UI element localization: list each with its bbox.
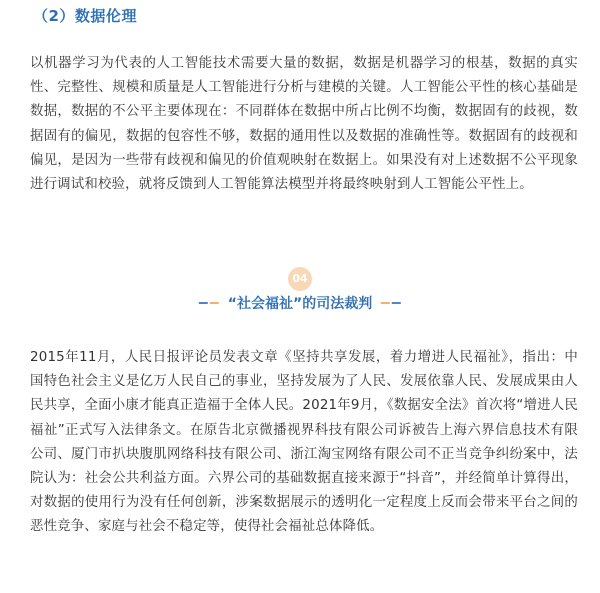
section-number: 04 <box>288 267 312 291</box>
paragraph-data-ethics: 以机器学习为代表的人工智能技术需要大量的数据，数据是机器学习的根基，数据的真实性、完整性、规模和质量是人工智能进行分析与建模的关键。人工智能公平性的核心基础是数据，数据的不公平主要体现在：不同群体在数据中所占比例不均衡，数据固有的歧视，数据固有的偏见，数据的包容性不够，数据的通用性以及数据的准确性等。数据固有的歧视和偏见，是因为一些带有歧视和偏见的价值观映射在数据上。如果没有对上述数据不公平现象进行调试和校验，就将反馈到人工智能算法模型并将最终映射到人工智能公平性上。 <box>30 56 578 193</box>
left-dash-blue <box>199 302 208 304</box>
left-dash-orange <box>210 302 219 304</box>
right-dash-blue <box>392 302 401 304</box>
section-heading: （2）数据伦理 <box>33 7 137 25</box>
paragraph-social-welfare: 2015年11月，人民日报评论员发表文章《坚持共享发展，着力增进人民福祉》，指出：中国特色社会主义是亿万人民自己的事业，坚持发展为了人民、发展依靠人民、发展成果由人民共享，全面小康才能真正造福于全体人民。2021年9月，《数据安全法》首次将“增进人民福祉”正式写入法律条文。在原告北京微播视界科技有限公司诉被告上海六界信息技术有限公司、厦门市扒块腹肌网络科技有限公司、浙江淘宝网络有限公司不正当竞争纠纷案中，法院认为：社会公共利益方面。六界公司的基础数据直接来源于“抖音”，并经简单计算得出，对数据的使用行为没有任何创新，涉案数据展示的透明化一定程度上反而会带来平台之间的恶性竞争、家庭与社会不稳定等，使得社会福祉总体降低。 <box>30 350 578 535</box>
section-number-badge <box>288 267 312 291</box>
right-dash-orange <box>381 302 390 304</box>
section-title-row <box>198 293 402 313</box>
section-title: “社会福祉”的司法裁判 <box>227 296 373 312</box>
